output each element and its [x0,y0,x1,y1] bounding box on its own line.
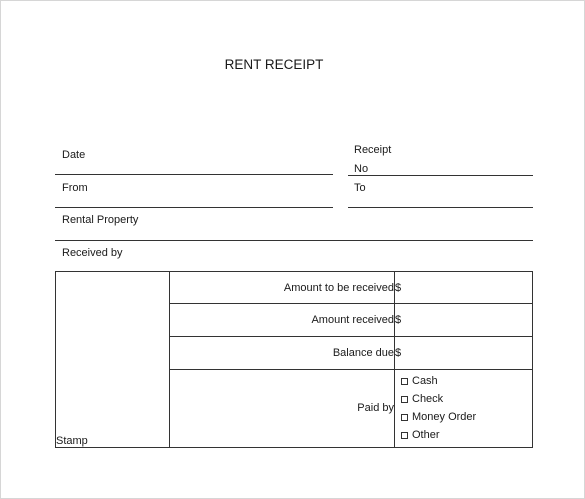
payment-option-label: Money Order [412,411,477,424]
payment-options-cell [395,369,533,447]
table-row [56,272,533,304]
payment-option-cash[interactable] [401,374,532,388]
rental-property-line[interactable] [55,240,533,241]
checkbox-icon [401,378,408,385]
payment-options [395,374,532,442]
checkbox-icon [401,414,408,421]
amount-received-value[interactable]: $ [395,304,533,337]
balance-due-value[interactable]: $ [395,337,533,369]
payment-option-money-order[interactable] [401,410,532,424]
rental-property-label: Rental Property [62,214,139,226]
receipt-no-label: No [354,163,369,175]
payment-option-label: Check [412,393,444,406]
to-line[interactable] [348,207,533,208]
receipt-no-line[interactable] [348,175,533,176]
to-label: To [354,182,366,194]
payment-option-label: Cash [412,375,438,388]
amount-to-be-received-value[interactable]: $ [395,272,533,304]
received-by-label: Received by [62,247,123,259]
from-line[interactable] [55,207,333,208]
from-label: From [62,182,88,194]
checkbox-icon [401,396,408,403]
balance-due-label: Balance due [170,337,395,369]
amount-received-label: Amount received [170,304,395,337]
paid-by-label: Paid by [170,369,395,447]
payment-table [55,271,533,448]
date-line[interactable] [55,174,333,175]
stamp-cell[interactable] [56,272,170,448]
amount-to-be-received-label: Amount to be received [170,272,395,304]
receipt-label: Receipt [354,144,392,156]
receipt-title: RENT RECEIPT [224,57,324,72]
payment-option-other[interactable] [401,428,532,442]
checkbox-icon [401,432,408,439]
payment-option-label: Other [412,429,440,442]
stamp-label: Stamp [56,435,88,447]
payment-option-check[interactable] [401,392,532,406]
date-label: Date [62,149,86,161]
